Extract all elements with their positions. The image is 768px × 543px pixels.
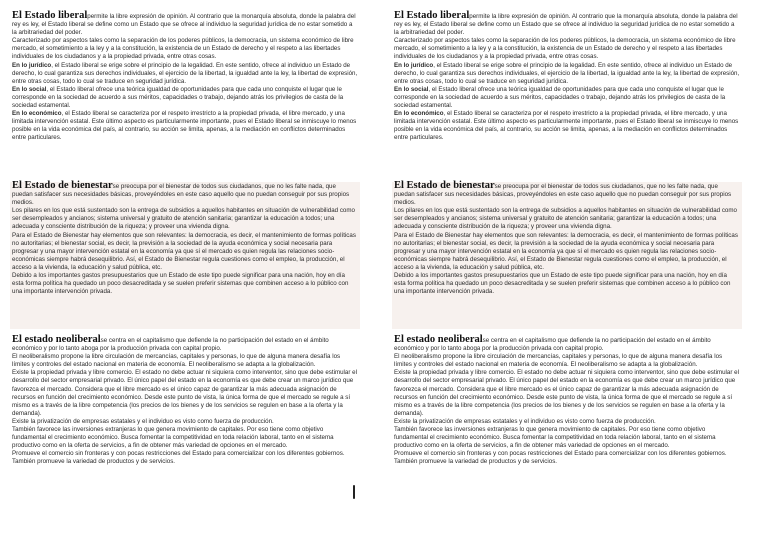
section-intro: permite la libre expresión de opinión. Al contrario que la monarquía absoluta, donde la palabra del rey es ley, el Estado liberal se define como un Estado que se ofrece al individuo la seguridad jurídica de no estar sometido a la arbitrariedad del poder. bbox=[12, 13, 356, 37]
document-column-right bbox=[392, 0, 746, 543]
section-title: El Estado liberal bbox=[394, 10, 470, 21]
paragraph-text: , el Estado liberal se erige sobre el principio de la legalidad. En este sentido, ofrece al individuo un Estado de derecho, lo cual garantiza sus derechos individuales, el ejercicio de la libertad, la igualdad ante la ley, la libertad de expresión, entre otras cosas, todo lo cual se traduce en seguridad jurídica. bbox=[394, 61, 740, 85]
paragraph: Los pilares en los que está sustentado son la entrega de subsidios a aquellos habitantes en situación de vulnerabilidad como ser desempleados y ancianos; sistema universal y gratuito de atención sanitaria; garantizar la educación a todos; una adecuada y consciente distribución de la riqueza; y proveer una vivienda digna. bbox=[394, 207, 737, 231]
paragraph: Existe la propiedad privada y libre comercio. El estado no debe actuar ni siquiera como interventor, sino que debe estimular el desarrollo del sector empresarial privado. El único papel del estado en la economía es que debe crear un marco jurídico que favorezca el mercado. Considera que el libre mercado es el único capaz de garantizar la más adecuada asignación de recursos en función del crecimiento económico. Desde este punto de vista, la única forma de que el mercado se regule a sí mismo es a través de la libre competencia (los precios de los bienes y de los servicios se regulen en base a la oferta y la demanda). bbox=[12, 369, 357, 417]
paragraph: Caracterizado por aspectos tales como la separación de los poderes públicos, la democracia, un sistema económico de libre mercado, el sometimiento a la ley y a la constitución, la existencia de un Estado de derecho y el respeto a las libertades individuales de los ciudadanos y a la propiedad privada, entre otras cosas. bbox=[394, 37, 736, 61]
paragraph: Promueve el comercio sin fronteras y con pocas restricciones del Estado para comercializar con los diferentes gobiernos. También promueve la variedad de productos y de servicios. bbox=[12, 450, 345, 466]
section-estado-liberal bbox=[392, 12, 742, 143]
paragraph-lead: En lo jurídico bbox=[12, 61, 52, 69]
paragraph-lead: En lo jurídico bbox=[394, 61, 434, 69]
neoliberal-title-line bbox=[394, 336, 740, 353]
section-intro: permite la libre expresión de opinión. Al contrario que la monarquía absoluta, donde la palabra del rey es ley, el Estado liberal se define como un Estado que se ofrece al individuo la seguridad jurídica de no estar sometido a la arbitrariedad del poder. bbox=[394, 13, 738, 37]
neoliberal-title-line bbox=[12, 336, 358, 353]
paragraph: Existe la propiedad privada y libre comercio. El estado no debe actuar ni siquiera como interventor, sino que debe estimular el desarrollo del sector empresarial privado. El único papel del estado en la economía es que debe crear un marco jurídico que favorezca el mercado. Considera que el libre mercado es el único capaz de garantizar la más adecuada asignación de recursos en función del crecimiento económico. Desde este punto de vista, la única forma de que el mercado se regule a sí mismo es a través de la libre competencia (los precios de los bienes y de los servicios se regulen en base a la oferta y la demanda). bbox=[394, 369, 739, 417]
document-column-left bbox=[10, 0, 364, 543]
paragraph-text: , el Estado liberal ofrece una teórica igualdad de oportunidades para que cada uno conquiste el lugar que le corresponde en la sociedad de acuerdo a sus méritos, capacidades o trabajo, dejando atrás los privilegios de casta de la sociedad estamental. bbox=[394, 85, 726, 110]
section-intro: se preocupa por el bienestar de todos sus ciudadanos, que no les falte nada, que puedan satisfacer sus necesidades básicas, proveyéndoles en este caso aquello que no puedan conseguir por sus propios medios. bbox=[12, 183, 350, 207]
section-intro: se preocupa por el bienestar de todos sus ciudadanos, que no les falte nada, que puedan satisfacer sus necesidades básicas, proveyéndoles en este caso aquello que no puedan conseguir por sus propios medios. bbox=[394, 183, 732, 207]
paragraph: El neoliberalismo propone la libre circulación de mercancías, capitales y personas, lo que de alguna manera desafía los límites y controles del estado nacional en materia de economía. El neoliberalismo se adapta a la globalización. bbox=[394, 353, 723, 369]
paragraph bbox=[12, 86, 358, 110]
paragraph-lead: En lo social bbox=[12, 85, 47, 93]
bienestar-title-line bbox=[12, 182, 358, 207]
section-title: El Estado de bienestar bbox=[394, 180, 495, 191]
paragraph: Existe la privatización de empresas estatales y el individuo es visto como fuerza de producción. bbox=[394, 417, 656, 425]
paragraph bbox=[12, 110, 358, 142]
section-intro: se centra en el capitalismo que defiende la no participación del estado en el ámbito económico y por lo tanto aboga por la producción privada con capital propio. bbox=[394, 337, 711, 353]
section-estado-neoliberal bbox=[392, 336, 742, 467]
section-title: El estado neoliberal bbox=[394, 334, 483, 345]
bienestar-title-line bbox=[394, 182, 740, 207]
paragraph bbox=[394, 110, 740, 142]
paragraph: El neoliberalismo propone la libre circulación de mercancías, capitales y personas, lo que de alguna manera desafía los límites y controles del estado nacional en materia de economía. El neoliberalismo se adapta a la globalización. bbox=[12, 353, 341, 369]
paragraph-text: , el Estado liberal ofrece una teórica igualdad de oportunidades para que cada uno conquiste el lugar que le corresponde en la sociedad de acuerdo a sus méritos, capacidades o trabajo, dejando atrás los privilegios de casta de la sociedad estamental. bbox=[12, 85, 344, 110]
paragraph: Los pilares en los que está sustentado son la entrega de subsidios a aquellos habitantes en situación de vulnerabilidad como ser desempleados y ancianos; sistema universal y gratuito de atención sanitaria; garantizar la educación a todos; una adecuada y consciente distribución de la riqueza; y proveer una vivienda digna. bbox=[12, 207, 355, 231]
paragraph-lead: En lo económico bbox=[12, 110, 62, 118]
paragraph: Debido a los importantes gastos presupuestarios que un Estado de este tipo puede significar para una nación, hoy en día esta forma política ha quedado un poco desacreditada y se suelen preferir sistemas que combinen acceso a lo público con una importante intervención privada. bbox=[394, 272, 731, 296]
liberal-title-line bbox=[394, 12, 740, 37]
section-title: El Estado liberal bbox=[12, 10, 88, 21]
paragraph: También favorece las inversiones extranjeras lo que genera movimiento de capitales. Por eso tiene como objetivo fundamental el crecimiento económico. Busca fomentar la competitividad en toda relación laboral, tanto en el sistema productivo como en la oferta de servicios, a fin de obtener más variedad de opciones en el mercado. bbox=[12, 426, 334, 450]
paragraph bbox=[394, 86, 740, 110]
section-estado-bienestar bbox=[392, 182, 742, 329]
section-estado-neoliberal bbox=[10, 336, 360, 467]
section-title: El estado neoliberal bbox=[12, 334, 101, 345]
paragraph: También favorece las inversiones extranjeras lo que genera movimiento de capitales. Por eso tiene como objetivo fundamental el crecimiento económico. Busca fomentar la competitividad en toda relación laboral, tanto en el sistema productivo como en la oferta de servicios, a fin de obtener más variedad de opciones en el mercado. bbox=[394, 426, 716, 450]
section-intro: se centra en el capitalismo que defiende la no participación del estado en el ámbito económico y por lo tanto aboga por la producción privada con capital propio. bbox=[12, 337, 329, 353]
paragraph-lead: En lo económico bbox=[394, 110, 444, 118]
text-cursor-mark bbox=[353, 485, 355, 499]
paragraph bbox=[12, 62, 358, 86]
paragraph: Debido a los importantes gastos presupuestarios que un Estado de este tipo puede significar para una nación, hoy en día esta forma política ha quedado un poco desacreditada y se suelen preferir sistemas que combinen acceso a lo público con una importante intervención privada. bbox=[12, 272, 349, 296]
paragraph-text: , el Estado liberal se caracteriza por el respeto irrestricto a la propiedad privada, el libre mercado, y una limitada intervención estatal. Este último aspecto es particularmente importante, pues el Estado liberal se inmiscuye lo menos posible en la vida económica del país, al contrario, su acción se limita, apenas, a la mediación en conflictos determinados entre particulares. bbox=[12, 110, 357, 142]
paragraph-lead: En lo social bbox=[394, 85, 429, 93]
paragraph: Caracterizado por aspectos tales como la separación de los poderes públicos, la democracia, un sistema económico de libre mercado, el sometimiento a la ley y a la constitución, la existencia de un Estado de derecho y el respeto a las libertades individuales de los ciudadanos y a la propiedad privada, entre otras cosas. bbox=[12, 37, 354, 61]
paragraph: Para el Estado de Bienestar hay elementos que son relevantes: la democracia, es decir, el mantenimiento de formas políticas no autoritarias; el bienestar social, es decir, la previsión a la sociedad de la ayuda económica y social necesaria para progresar y una mayor intervención estatal en la economía ya que sí el mercado es quien regula las relaciones socio-económicas siempre habrá desequilibrio. Así, el Estado de Bienestar regula cuestiones como el empleo, la producción, el acceso a la vivienda, la educación y salud pública, etc. bbox=[12, 231, 356, 271]
paragraph bbox=[394, 62, 740, 86]
paragraph-text: , el Estado liberal se erige sobre el principio de la legalidad. En este sentido, ofrece al individuo un Estado de derecho, lo cual garantiza sus derechos individuales, el ejercicio de la libertad, la igualdad ante la ley, la libertad de expresión, entre otras cosas, todo lo cual se traduce en seguridad jurídica. bbox=[12, 61, 358, 85]
paragraph: Promueve el comercio sin fronteras y con pocas restricciones del Estado para comercializar con los diferentes gobiernos. También promueve la variedad de productos y de servicios. bbox=[394, 450, 727, 466]
paragraph: Existe la privatización de empresas estatales y el individuo es visto como fuerza de producción. bbox=[12, 417, 274, 425]
paragraph: Para el Estado de Bienestar hay elementos que son relevantes: la democracia, es decir, el mantenimiento de formas políticas no autoritarias; el bienestar social, es decir, la previsión a la sociedad de la ayuda económica y social necesaria para progresar y una mayor intervención estatal en la economía ya que sí el mercado es quien regula las relaciones socio-económicas siempre habrá desequilibrio. Así, el Estado de Bienestar regula cuestiones como el empleo, la producción, el acceso a la vivienda, la educación y salud pública, etc. bbox=[394, 231, 738, 271]
section-estado-bienestar bbox=[10, 182, 360, 329]
paragraph-text: , el Estado liberal se caracteriza por el respeto irrestricto a la propiedad privada, el libre mercado, y una limitada intervención estatal. Este último aspecto es particularmente importante, pues el Estado liberal se inmiscuye lo menos posible en la vida económica del país, al contrario, su acción se limita, apenas, a la mediación en conflictos determinados entre particulares. bbox=[394, 110, 739, 142]
liberal-title-line bbox=[12, 12, 358, 37]
section-estado-liberal bbox=[10, 12, 360, 143]
section-title: El Estado de bienestar bbox=[12, 180, 113, 191]
